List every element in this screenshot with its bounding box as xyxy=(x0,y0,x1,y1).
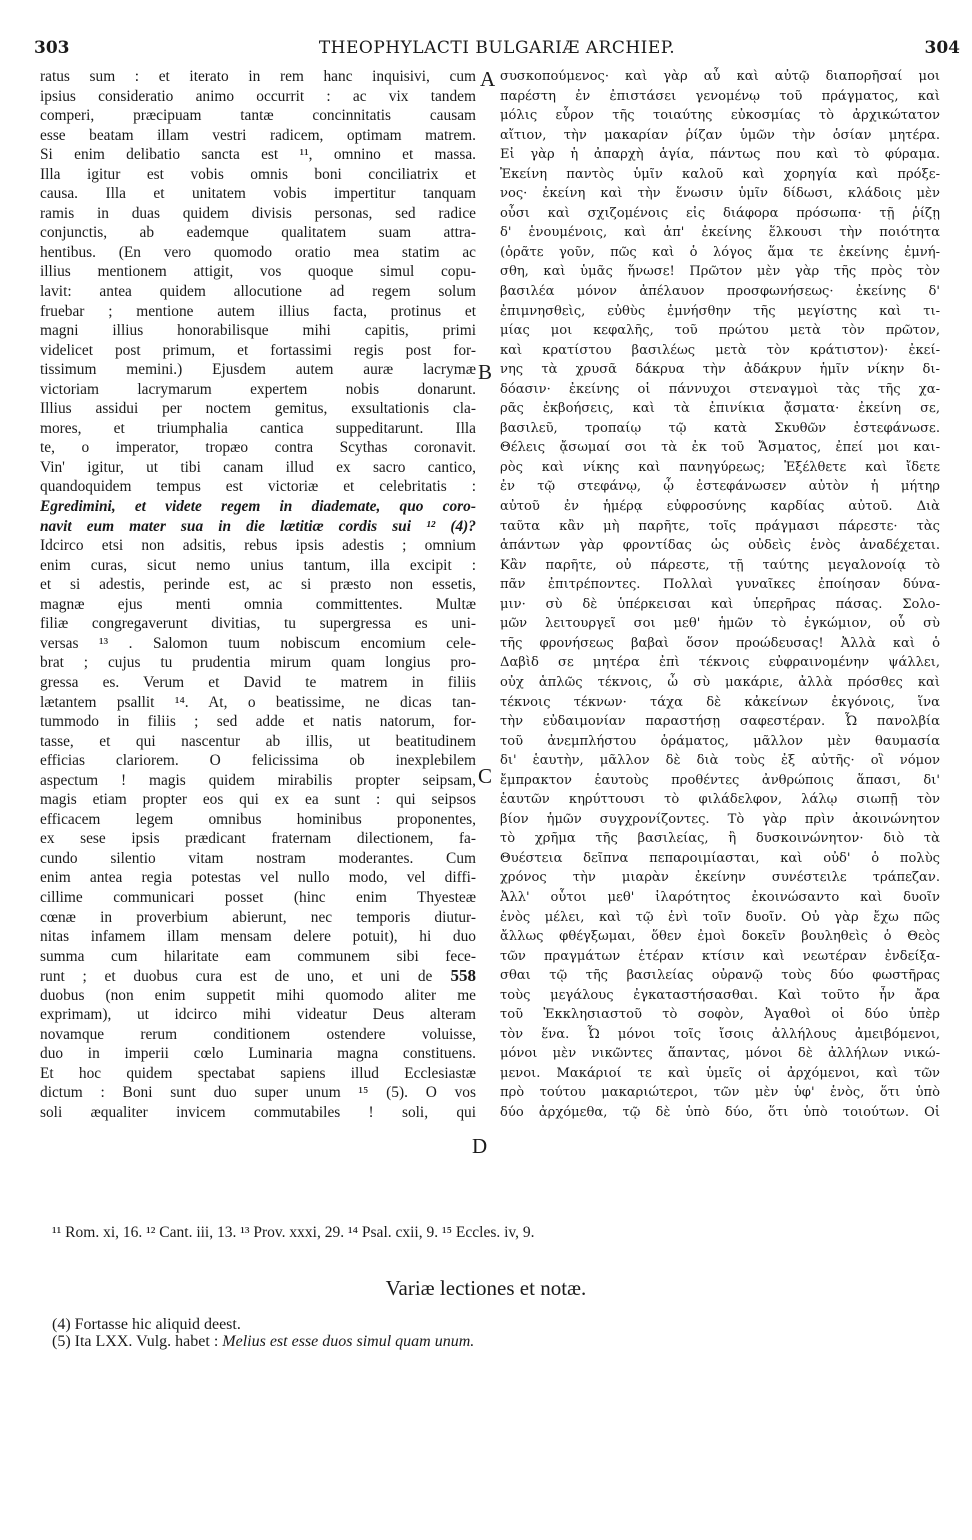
greek-text-line: ἑαυτῶν κηρύττουσι τὸ φιλάδελφον, λάλῳ σιωπῇ τὸν xyxy=(500,792,940,808)
latin-text-line: ramis in duas quidem divisis personas, sed radice xyxy=(40,204,476,222)
greek-text-line: πρὸ τούτου μακαριώτεροι, τῶν μὲν ὑφ' ἑνὸς, ὅτι ὑπὸ xyxy=(500,1085,940,1101)
greek-text-line: ταῦτα κἂν μὴ παρῆτε, τοῖς πράγμασι πάρεστε· τὰς xyxy=(500,518,940,534)
note-4: (4) Fortasse hic aliquid deest. xyxy=(52,1316,241,1333)
greek-text-line: ἁπάντων γὰρ φροντίδας ὡς οὐδεὶς ἑνὸς ἀναδέχεται. xyxy=(500,538,940,554)
greek-text-line: βασιλέα μόνον ἀπέλαυον προσφωνήσεως· ἐκείνης δ' xyxy=(500,284,940,300)
section-marker-b: B xyxy=(478,360,493,384)
greek-text-line: Κἂν παρῆτε, οὐ πάρεστε, τῇ ταύτης μεγαλονοίᾳ τὸ xyxy=(500,557,940,573)
section-marker-d: D xyxy=(472,1134,488,1158)
greek-text-line: δι' ἑαυτὴν, μᾶλλον δὲ διὰ τοὺς ἐξ αὐτῆς· οἳ νόμον xyxy=(500,753,940,769)
greek-text-line: δόασιν· ἐκείνης οἱ πάννυχοι στεναγμοὶ τὰς τῆς χα- xyxy=(500,381,940,397)
greek-text-line: ἔμπρακτον ἑαυτοὺς προθέντες ἀνθρώποις ἅπασι, δι' xyxy=(500,772,940,788)
greek-text-line: Θυέστεια δεῖπνα πεπαροιμίασται, καὶ οὐδ' ὁ πολὺς xyxy=(500,850,940,866)
latin-text-line: efficias clariorem. O felicissima ob inexplebilem xyxy=(40,752,476,770)
greek-text-line: νος· ἐκείνη καὶ τὴν ἕνωσιν ὑμῖν δίδωσι, κλάδοις μὲν xyxy=(500,186,940,202)
latin-text-line: Egredimini, et videte regem in diademate, quo coro- xyxy=(40,498,476,516)
greek-text-line: οὐχ ἁπλῶς τέκνοις, ὦ σὺ μακάριε, ἀλλὰ πρόσθες καὶ xyxy=(500,674,940,690)
latin-text-line: aspectum ! magis quidem mirabilis propter seipsam, xyxy=(40,771,476,789)
latin-text-line: fruebar ; mentione autem illius facta, protinus et xyxy=(40,302,476,320)
latin-text-line: Vin' igitur, ut tibi canam illud ex sacro cantico, xyxy=(40,458,476,476)
notes-section-title: Variæ lectiones et notæ. xyxy=(385,1276,587,1300)
greek-text-line: Δαβὶδ σε μητέρα ἐπὶ τέκνοις εὐφραινομένην ψάλλει, xyxy=(500,655,940,671)
greek-text-line: ρᾶς ἐκβοήσεις, καὶ τὰ ἐπινίκια ᾄσματα· ἐκείνη σε, xyxy=(500,401,940,417)
greek-text-line: χρόνος τὴν μιαρὰν ἐκείνην συνέστειλε τράπεζαν. xyxy=(500,870,940,886)
latin-text-line: victoriam lacrymarum expertem nobis donarunt. xyxy=(40,380,476,398)
latin-text-line: magni illius honorabilisque mihi capitis, primi xyxy=(40,322,476,340)
latin-column xyxy=(40,67,476,1212)
latin-text-line: novamque rerum conditionem ostendere voluisse, xyxy=(40,1025,476,1043)
greek-text-line: μίας μοι κεφαλῆς, τοῦ πρώτου μετὰ τὸν πρῶτον, xyxy=(500,323,940,339)
greek-text-line: μῶν λειτουργεῖ σοι μεθ' ἡμῶν τὸ ἐγκώμιον, οὗ σὺ xyxy=(500,616,940,632)
greek-text-line: συσκοπούμενος· καὶ γὰρ αὖ καὶ αὐτῷ διαπορῆσαί μοι xyxy=(500,69,940,84)
greek-text-line: δύο ἀρχόμεθα, τῷ δὲ ὑπὸ δύο, ὅτι ὑπὸ τοιούτων. Οἱ xyxy=(500,1104,940,1120)
latin-text-line: videlicet post primum, et fortassimi regis post for- xyxy=(40,341,476,359)
greek-text-line: Ἀλλ' οὗτοι μεθ' ἱλαρότητος ἐκοινώσαντο καὶ δυοῖν xyxy=(500,889,940,905)
latin-text-line: navit eum mater sua in die lætitiæ cordis sui ¹² (4)? xyxy=(40,517,476,535)
latin-text-line: enim antea regia potestas vel nullo modo, vel diffi- xyxy=(40,869,476,887)
greek-text-line: παρέστη ἐν ἐπιστάσει γενομένῳ τοῦ πράγματος, καὶ xyxy=(500,88,940,104)
note-5 xyxy=(52,1333,932,1350)
latin-text-line: dictum : Boni sunt duo super unum ¹⁵ (5). O vos xyxy=(40,1084,476,1102)
greek-text-line: τοὺς μεγάλους ἐγκαταστήσασθαι. Καὶ τοῦτο ἦν ἄρα xyxy=(500,987,940,1003)
latin-text-line: cundo silentio vitam nostram moderantes. Cum xyxy=(40,849,476,867)
greek-text-line: σθαι τῷ τῆς βασιλείας οὐρανῷ τοὺς δύο φωστῆρας xyxy=(500,968,940,984)
page-number-left: 303 xyxy=(34,38,70,58)
latin-text-line: Et hoc quidem spectabat sapiens illud Ecclesiastæ xyxy=(40,1064,476,1082)
latin-text-line: brat ; cujus tu prudentia mirum quam longius pro- xyxy=(40,654,476,672)
greek-text-line: ἑνὸς μέλει, καὶ τῷ ἑνὶ τοῖν δυοῖν. Οὐ γὰρ ἔχω πῶς xyxy=(500,909,940,925)
greek-text-line: τῶν πραγμάτων ἑτέραν κτίσιν καὶ νεωτέραν ἐνδείξα- xyxy=(500,948,940,964)
greek-column xyxy=(500,67,940,1212)
latin-text-line: soli æqualiter invicem commutabiles ! soli, qui xyxy=(40,1103,476,1121)
latin-text-line: Illius assidui per noctem gemitus, exsultationis cla- xyxy=(40,400,476,418)
greek-text-line: νης τὰ χρυσᾶ δάκρυα τὴν ἀδάκρυν ἡμῖν νίκην δι- xyxy=(500,362,940,378)
greek-text-line: τὸν ἕνα. Ὦ μόνοι τοῖς ἴσοις ἀλλήλους ἀμειβόμενοι, xyxy=(500,1026,940,1042)
greek-text-line: οὖσι καὶ σχιζομένοις εἰς διάφορα πρόσωπα· τῇ ῥίζῃ xyxy=(500,205,940,221)
greek-text-line: αὐτοῦ ἐν ἡμέρᾳ εὐφροσύνης καρδίας αὐτοῦ. Διὰ xyxy=(500,499,940,515)
latin-text-line: runt ; et duobus cura est de uno, et uni de 558 xyxy=(40,966,476,986)
latin-text-line: efficacem legem omnibus hominibus proponentes, xyxy=(40,810,476,828)
latin-text-line: cœnæ in proverbium abierunt, nec temporis diutur- xyxy=(40,908,476,926)
greek-text-line: τὴν εὐδαιμονίαν παραστήσῃ σαφεστέραν. Ὦ πανολβία xyxy=(500,714,940,730)
latin-text-line: esse beatam illam vestri radicem, optimam matrem. xyxy=(40,126,476,144)
latin-text-line: enim curas, sicut nemo unius tantum, illa excipit : xyxy=(40,556,476,574)
latin-text-line: gressa es. Verum et David te matrem in filiis xyxy=(40,673,476,691)
latin-text-line: Illa igitur est vobis omnis boni conciliatrix et xyxy=(40,165,476,183)
greek-text-line: αἴτιον, τὴν μακαρίαν ῥίζαν ὑμῶν τὴν ὁσίαν μητέρα. xyxy=(500,127,940,143)
greek-text-line: μιν· σὺ δὲ ὑπέρκεισαι καὶ ὑπερῆρας πάσας. Σολο- xyxy=(500,596,940,612)
greek-text-line: Θέλεις ᾄσωμαί σοι τὰ ἐκ τοῦ Ἄσματος, ἐπεί μοι και- xyxy=(500,440,940,456)
latin-text-line: magnæ ejus menti omnia committentes. Multæ xyxy=(40,595,476,613)
latin-text-line: summa cum hilaritate eam communem sibi fece- xyxy=(40,947,476,965)
latin-text-line: te, o imperator, tropæo contra Scythas coronavit. xyxy=(40,439,476,457)
greek-text-line: ἄλλως φθέγξωμαι, ὅθεν ἐμοὶ δοκεῖν βουληθεὶς ὁ Θεὸς xyxy=(500,929,940,945)
footnotes: ¹¹ Rom. xi, 16. ¹² Cant. iii, 13. ¹³ Prov. xxxi, 29. ¹⁴ Psal. cxii, 9. ¹⁵ Eccles. iv, 9. xyxy=(52,1224,535,1241)
greek-text-line: ἐν τῷ στεφάνῳ, ᾧ ἐστεφάνωσεν αὐτὸν ἡ μήτηρ xyxy=(500,479,940,495)
section-marker-c: C xyxy=(478,764,493,788)
greek-text-line: (ὁρᾶτε γοῦν, πῶς καὶ ὁ λόγος ἅμα τε ἐκείνης ἐμνή- xyxy=(500,244,940,260)
latin-text-line: tissimum memini.) Ejusdem autem auræ lacrymæ xyxy=(40,361,476,379)
greek-text-line: βασιλεῦ, τροπαίῳ τῷ κατὰ Σκυθῶν ἐστεφάνωσε. xyxy=(500,420,940,436)
greek-text-line: ἐπιμνησθεὶς, εὐθὺς ἐμνήσθην τῆς μεγίστης καὶ τι- xyxy=(500,303,940,319)
note-5-italic: Melius est esse duos simul quam unum. xyxy=(222,1333,475,1350)
greek-text-line: δ' ἑνουμένοις, καὶ ἀπ' ἐκείνης ἕλκουσι τὴν ποιότητα xyxy=(500,225,940,241)
latin-text-line: tummodo in filiis ; sed adde et natis natorum, for- xyxy=(40,713,476,731)
note-5-text: (5) Ita LXX. Vulg. habet : xyxy=(52,1333,223,1350)
greek-text-line: μόλις εὗρον τῆς τοιαύτης εὐκοσμίας τὸ ἀρχικώτατον xyxy=(500,108,940,124)
latin-text-line: ex sese ipsis prædicant fraternam dilectionem, fa- xyxy=(40,830,476,848)
latin-text-line: duo in imperii cœlo Luminaria magna constituens. xyxy=(40,1045,476,1063)
greek-text-line: Ἐκείνη παντὸς ὑμῖν καλοῦ καὶ χορηγία καὶ πρόξε- xyxy=(500,166,940,182)
greek-text-line: Εἰ γὰρ ἡ ἀπαρχὴ ἁγία, πάντως που καὶ τὸ φύραμα. xyxy=(500,147,940,163)
latin-text-line: versas ¹³ . Salomon tuum nobiscum encomium cele- xyxy=(40,634,476,652)
latin-text-line: hentibus. (En vero quomodo oratio mea statim ac xyxy=(40,243,476,261)
running-header xyxy=(34,38,960,62)
greek-text-line: τῆς φρονήσεως βαβαὶ ὅσον προώδευσας! Ἀλλὰ καὶ ὁ xyxy=(500,635,940,651)
latin-text-line: ipsius consideratio animo occurrit : ac vix tandem xyxy=(40,87,476,105)
latin-text-line: lavit: antea quidem allocutione ad regem solum xyxy=(40,283,476,301)
latin-text-line: et si adestis, perinde est, ac si præsto non essetis, xyxy=(40,576,476,594)
greek-text-line: μενοι. Μακάριοί τε καὶ ὑμεῖς οἱ ἀρχόμενοι, καὶ τῶν xyxy=(500,1065,940,1081)
latin-text-line: conjunctis, ab eademque qualitatem suam attra- xyxy=(40,224,476,242)
latin-text-line: mores, et triumphalia cantica suppeditarunt. Illa xyxy=(40,419,476,437)
latin-text-line: quandoquidem tempus est victoriæ et celebritatis : xyxy=(40,478,476,496)
greek-text-line: σθη, καὶ ὑμᾶς ἥνωσε! Πρῶτον μὲν γὰρ τῆς πρὸς τὸν xyxy=(500,264,940,280)
greek-text-line: καὶ κρατίστου βασιλέως μετὰ τὸν κράτιστον)· ἐκεί- xyxy=(500,342,940,358)
latin-text-line: exprimam), ut idcirco mihi videatur Deus alteram xyxy=(40,1006,476,1024)
latin-text-line: nitas infamem illam mensam delere potuit), hi duo xyxy=(40,928,476,946)
page-number-right: 304 xyxy=(924,38,960,58)
greek-text-line: τὸ χρῆμα τῆς βασιλείας, ἢ δυσκοινώνητον· διὸ τὰ xyxy=(500,831,940,847)
latin-text-line: tasse, et qui nascentur ab illis, ut beatitudinem xyxy=(40,732,476,750)
latin-text-line: comperi, præcipuam tantæ concinnitatis causam xyxy=(40,107,476,125)
latin-text-line: causa. Illa et unitatem vobis impertitur tanquam xyxy=(40,185,476,203)
latin-text-line: Idcirco etsi non adsitis, rebus ipsis adestis ; omnium xyxy=(40,537,476,555)
greek-text-line: τοῦ ἀνεμπλήστου ὁράματος, μᾶλλον μὲν θαυμασία xyxy=(500,733,940,749)
greek-text-line: ρὸς καὶ νίκης καὶ πανηγύρεως; Ἐξέλθετε καὶ ἴδετε xyxy=(500,459,940,475)
greek-text-line: βίον ἡμῶν συγχρονίζοντες. Τὸ γὰρ πρὶν ἀκοινώνητον xyxy=(500,811,940,827)
variant-notes xyxy=(52,1316,932,1350)
greek-text-line: τέκνοις τέκνων· τάχα δὲ κἀκείνων ἐκγόνοις, ἵνα xyxy=(500,694,940,710)
latin-text-line: duobus (non enim suppetit mihi quomodo aliter me xyxy=(40,986,476,1004)
latin-text-line: Si enim delibatio sancta est ¹¹, omnino et massa. xyxy=(40,146,476,164)
latin-text-line: magis etiam propter eos qui ex ea sunt : qui seipsos xyxy=(40,791,476,809)
section-marker-a: A xyxy=(480,67,496,91)
running-title: THEOPHYLACTI BULGARIÆ ARCHIEP. xyxy=(318,38,676,58)
latin-text-line: illius mentionem attigit, vos quoque simul copu- xyxy=(40,263,476,281)
latin-text-line: lætantem psallit ¹⁴. At, o beatissime, ne dicas tan- xyxy=(40,693,476,711)
latin-text-line: cillime communicari posset (hinc enim Thyesteæ xyxy=(40,888,476,906)
greek-text-line: μόνοι μὲν νικῶντες ἅπαντας, μόνοι δὲ ἀλλήλων νικώ- xyxy=(500,1046,940,1062)
greek-text-line: πᾶν ἐπιτρέποντες. Πολλαὶ γυναῖκες ἐποίησαν δύνα- xyxy=(500,577,940,593)
column-number: 558 xyxy=(432,966,476,986)
greek-text-line: τοῦ Ἐκκλησιαστοῦ τὸ σοφὸν, Ἀγαθοὶ οἱ δύο ὑπὲρ xyxy=(500,1007,940,1023)
latin-text-line: filiæ congregaverunt divitias, tu supergressa es uni- xyxy=(40,615,476,633)
latin-text-line: ratus sum : et iterato in rem hanc inquisivi, cum xyxy=(40,68,476,85)
